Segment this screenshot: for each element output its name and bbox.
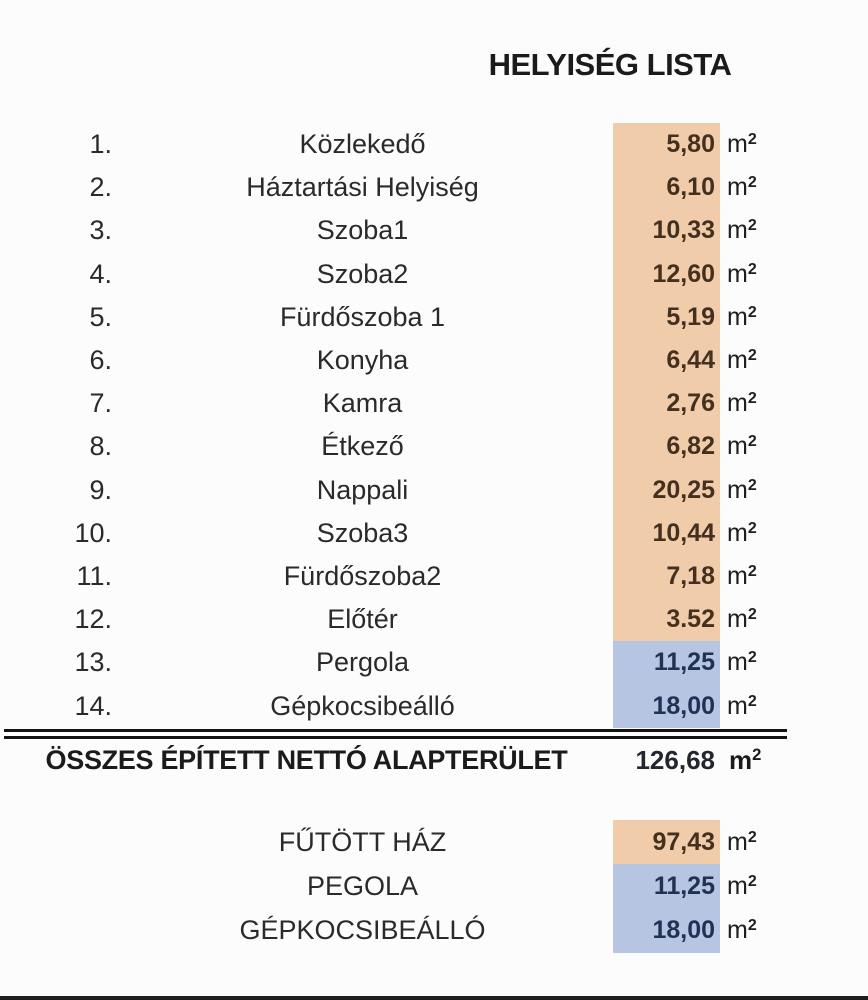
table-row: [0, 598, 868, 641]
table-row: [0, 166, 868, 209]
table-row: [0, 641, 868, 684]
area-unit: [720, 605, 757, 634]
summary-label: GÉPKOCSIBEÁLLÓ: [239, 915, 486, 946]
room-area-value: 3.52: [613, 598, 720, 641]
room-number: 5.: [89, 301, 112, 332]
double-divider: [4, 729, 787, 739]
room-number: 10.: [74, 517, 112, 548]
unit-superscript: 2: [747, 217, 757, 235]
summary-area-value: 18,00: [613, 909, 720, 953]
area-unit: [720, 916, 757, 945]
table-row: [0, 684, 868, 727]
area-unit: [720, 519, 757, 548]
unit-base: m: [727, 691, 748, 720]
summary-label: PEGOLA: [306, 870, 419, 901]
room-name: Szoba1: [316, 215, 409, 246]
area-unit: [720, 648, 757, 677]
unit-superscript: 2: [747, 390, 757, 408]
table-row: [0, 469, 868, 512]
total-area-unit: [720, 745, 761, 776]
table-row: [0, 512, 868, 555]
room-number: 4.: [89, 258, 112, 289]
area-unit: [720, 389, 757, 418]
table-row: [0, 425, 868, 468]
room-number: 12.: [74, 604, 112, 635]
summary-row: [0, 864, 868, 908]
room-area-value: 5,80: [613, 123, 720, 166]
unit-base: m: [727, 389, 748, 418]
room-area-value: 6,44: [613, 339, 720, 382]
area-unit: [720, 173, 757, 202]
room-name: Szoba3: [316, 517, 409, 548]
unit-superscript: 2: [747, 174, 757, 192]
summary-row: [0, 820, 868, 864]
room-area-value: 2,76: [613, 382, 720, 425]
area-unit: [720, 692, 757, 721]
area-unit: [720, 562, 757, 591]
room-number: 9.: [89, 474, 112, 505]
unit-superscript: 2: [747, 260, 757, 278]
unit-base: m: [727, 605, 748, 634]
room-number: 2.: [89, 172, 112, 203]
room-area-value: 10,44: [613, 512, 720, 555]
room-area-value: 5,19: [613, 296, 720, 339]
bottom-border-line: [0, 996, 868, 1000]
room-name: Szoba2: [316, 258, 409, 289]
page-title: HELYISÉG LISTA: [488, 47, 732, 82]
total-area-value: 126,68: [635, 744, 715, 775]
room-name: Étkező: [321, 431, 404, 462]
unit-superscript: 2: [747, 303, 757, 321]
area-unit: [720, 872, 757, 901]
unit-superscript: 2: [747, 692, 757, 710]
unit-base: m: [729, 744, 753, 775]
room-number: 6.: [89, 345, 112, 376]
unit-superscript: 2: [747, 476, 757, 494]
unit-superscript: 2: [747, 606, 757, 624]
room-table: [0, 123, 868, 728]
room-number: 11.: [76, 560, 112, 591]
unit-superscript: 2: [747, 562, 757, 580]
table-row: [0, 382, 868, 425]
unit-base: m: [727, 432, 748, 461]
unit-base: m: [727, 518, 748, 547]
room-name: Fürdőszoba2: [283, 560, 442, 591]
unit-superscript: 2: [747, 131, 757, 149]
table-row: [0, 209, 868, 252]
area-unit: [720, 476, 757, 505]
area-unit: [720, 346, 757, 375]
summary-row: [0, 909, 868, 953]
unit-superscript: 2: [747, 519, 757, 537]
summary-table: [0, 820, 868, 953]
area-unit: [720, 432, 757, 461]
unit-base: m: [727, 871, 748, 900]
total-label: ÖSSZES ÉPÍTETT NETTÓ ALAPTERÜLET: [45, 744, 568, 775]
area-unit: [720, 216, 757, 245]
table-row: [0, 555, 868, 598]
room-area-value: 12,60: [613, 253, 720, 296]
table-row: [0, 253, 868, 296]
room-name: Kamra: [322, 388, 403, 419]
unit-base: m: [727, 302, 748, 331]
summary-area-value: 11,25: [613, 864, 720, 908]
unit-base: m: [727, 173, 748, 202]
room-area-value: 18,00: [613, 684, 720, 727]
unit-superscript: 2: [747, 917, 757, 935]
unit-base: m: [727, 130, 748, 159]
unit-base: m: [727, 259, 748, 288]
room-area-value: 10,33: [613, 209, 720, 252]
room-name: Nappali: [316, 474, 409, 505]
total-row: [0, 741, 868, 779]
area-unit: [720, 130, 757, 159]
room-number: 7.: [89, 388, 112, 419]
unit-superscript: 2: [747, 347, 757, 365]
room-area-value: 20,25: [613, 469, 720, 512]
unit-superscript: 2: [747, 649, 757, 667]
unit-base: m: [727, 561, 748, 590]
room-name: Gépkocsibeálló: [270, 690, 455, 721]
unit-base: m: [727, 916, 748, 945]
room-number: 14.: [74, 690, 112, 721]
room-area-value: 11,25: [613, 641, 720, 684]
room-number: 3.: [89, 215, 112, 246]
unit-base: m: [727, 475, 748, 504]
room-name: Fürdőszoba 1: [279, 301, 446, 332]
room-number: 13.: [74, 647, 112, 678]
unit-base: m: [727, 216, 748, 245]
room-number: 1.: [89, 129, 112, 160]
room-name: Közlekedő: [299, 129, 426, 160]
table-row: [0, 123, 868, 166]
area-unit: [720, 260, 757, 289]
unit-superscript: 2: [747, 433, 757, 451]
area-unit: [720, 828, 757, 857]
unit-superscript: 2: [747, 828, 757, 846]
room-area-value: 7,18: [613, 555, 720, 598]
room-area-value: 6,10: [613, 166, 720, 209]
unit-superscript: 2: [747, 872, 757, 890]
summary-label: FŰTÖTT HÁZ: [278, 826, 447, 857]
unit-superscript: 2: [752, 745, 762, 765]
room-number: 8.: [89, 431, 112, 462]
unit-base: m: [727, 827, 748, 856]
table-row: [0, 339, 868, 382]
table-row: [0, 296, 868, 339]
unit-base: m: [727, 346, 748, 375]
room-name: Háztartási Helyiség: [246, 172, 479, 203]
room-area-value: 6,82: [613, 425, 720, 468]
room-name: Pergola: [315, 647, 410, 678]
room-name: Konyha: [316, 345, 409, 376]
area-unit: [720, 303, 757, 332]
unit-base: m: [727, 648, 748, 677]
summary-area-value: 97,43: [613, 820, 720, 864]
room-name: Előtér: [327, 604, 398, 635]
